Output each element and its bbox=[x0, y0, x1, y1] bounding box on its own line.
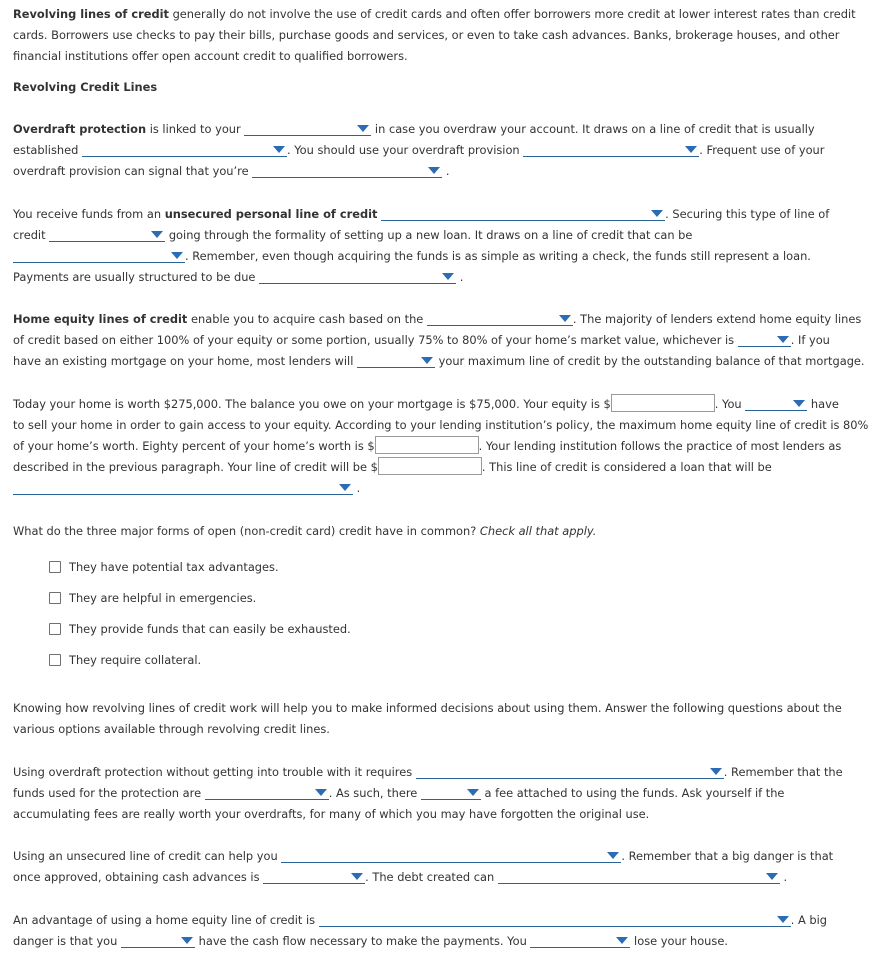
advantage-paragraph bbox=[13, 910, 833, 952]
checkbox[interactable] bbox=[49, 654, 61, 666]
text: . bbox=[459, 270, 464, 284]
checkbox[interactable] bbox=[49, 592, 61, 604]
text: . Your lending institution follows the practice of most lenders as bbox=[478, 439, 842, 453]
text: Using overdraft protection without getting into trouble with it requires bbox=[13, 765, 413, 779]
option-label: They are helpful in emergencies. bbox=[69, 591, 257, 605]
you-have-dropdown[interactable] bbox=[745, 397, 807, 411]
text: have an existing mortgage on your home, most lenders will bbox=[13, 354, 354, 368]
intro-text: cards. Borrowers use checks to pay their bills, purchase goods and services, or even to take cash advances. Banks, brokerage houses, and other bbox=[13, 28, 840, 42]
checkbox[interactable] bbox=[49, 561, 61, 573]
text: Using an unsecured line of credit can help you bbox=[13, 849, 278, 863]
overdraft-term: Overdraft protection bbox=[13, 122, 147, 136]
text: Payments are usually structured to be due bbox=[13, 270, 256, 284]
using-unsecured-paragraph bbox=[13, 846, 833, 888]
overdraft-requires-dropdown[interactable] bbox=[416, 765, 724, 779]
equity-term: Home equity lines of credit bbox=[13, 312, 188, 326]
section-heading: Revolving Credit Lines bbox=[13, 80, 158, 94]
text: have the cash flow necessary to make the payments. You bbox=[195, 934, 527, 948]
text: of your home’s worth. Eighty percent of your home’s worth is $ bbox=[13, 439, 375, 453]
overdraft-use-dropdown[interactable] bbox=[523, 143, 699, 157]
text: . You should use your overdraft provision bbox=[286, 143, 520, 157]
text: accumulating fees are really worth your overdrafts, for many of which you may have forgotten the original use. bbox=[13, 807, 650, 821]
text: credit bbox=[13, 228, 46, 242]
text: in case you overdraw your account. It draws on a line of credit that is usually bbox=[371, 122, 815, 136]
option-emergencies[interactable] bbox=[49, 589, 256, 607]
text: once approved, obtaining cash advances is bbox=[13, 870, 260, 884]
text: funds used for the protection are bbox=[13, 786, 202, 800]
unsecured-term: unsecured personal line of credit bbox=[164, 207, 378, 221]
option-exhausted[interactable] bbox=[49, 620, 351, 638]
text: going through the formality of setting up a new loan. It draws on a line of credit that can be bbox=[168, 228, 693, 242]
equity-amount-input[interactable] bbox=[611, 394, 715, 412]
option-label: They provide funds that can easily be exhausted. bbox=[69, 622, 351, 636]
text: You receive funds from an bbox=[13, 207, 165, 221]
text: is linked to your bbox=[146, 122, 241, 136]
text: . bbox=[783, 870, 788, 884]
overdraft-signal-dropdown[interactable] bbox=[252, 164, 442, 178]
unsecured-payments-dropdown[interactable] bbox=[259, 270, 456, 284]
equity-whichever-dropdown[interactable] bbox=[738, 333, 791, 347]
text: of credit based on either 100% of your equity or some portion, usually 75% to 80% of your home’s market value, whichever is bbox=[13, 333, 735, 347]
text: established bbox=[13, 143, 79, 157]
overdraft-linked-dropdown[interactable] bbox=[244, 122, 371, 136]
text: danger is that you bbox=[13, 934, 118, 948]
option-label: They have potential tax advantages. bbox=[69, 560, 279, 574]
text: enable you to acquire cash based on the bbox=[187, 312, 424, 326]
checkbox[interactable] bbox=[49, 623, 61, 635]
option-tax-advantages[interactable] bbox=[49, 558, 279, 576]
there-fee-dropdown[interactable] bbox=[421, 786, 481, 800]
intro-text: financial institutions offer open account credit to qualified borrowers. bbox=[13, 49, 408, 63]
text: . Remember, even though acquiring the funds is as simple as writing a check, the funds still represent a loan. bbox=[185, 249, 811, 263]
text: . Frequent use of your bbox=[699, 143, 825, 157]
text: . Remember that a big danger is that bbox=[621, 849, 834, 863]
funds-are-dropdown[interactable] bbox=[205, 786, 329, 800]
text: . You bbox=[714, 397, 742, 411]
debt-created-dropdown[interactable] bbox=[498, 870, 780, 884]
text: . As such, there bbox=[328, 786, 418, 800]
equity-paragraph bbox=[13, 309, 865, 372]
text: your maximum line of credit by the outstanding balance of that mortgage. bbox=[435, 354, 865, 368]
overdraft-established-dropdown[interactable] bbox=[82, 143, 287, 157]
using-overdraft-paragraph bbox=[13, 762, 843, 825]
intro-term: Revolving lines of credit bbox=[13, 7, 169, 21]
text: What do the three major forms of open (non-credit card) credit have in common? bbox=[13, 524, 480, 538]
text: overdraft provision can signal that you’re bbox=[13, 164, 249, 178]
text: Knowing how revolving lines of credit work will help you to make informed decisions about using them. Answer the following questions about the bbox=[13, 701, 842, 715]
unsecured-can-be-dropdown[interactable] bbox=[13, 249, 185, 263]
unsecured-securing-dropdown[interactable] bbox=[49, 228, 165, 242]
intro-paragraph bbox=[13, 4, 856, 67]
question-prompt bbox=[13, 521, 833, 542]
equity-based-on-dropdown[interactable] bbox=[427, 312, 573, 326]
loan-type-dropdown[interactable] bbox=[13, 481, 353, 495]
text: to sell your home in order to gain access to your equity. According to your lending institution’s policy, the maximum home equity line of credit is 80% bbox=[13, 418, 869, 432]
calculation-paragraph bbox=[13, 394, 869, 499]
text: An advantage of using a home equity line of credit is bbox=[13, 913, 316, 927]
text: Today your home is worth $275,000. The balance you owe on your mortgage is $75,000. Your equity is $ bbox=[13, 397, 611, 411]
text: lose your house. bbox=[630, 934, 728, 948]
text: . Securing this type of line of bbox=[665, 207, 830, 221]
text: described in the previous paragraph. Your line of credit will be $ bbox=[13, 460, 378, 474]
eighty-percent-input[interactable] bbox=[375, 436, 479, 454]
danger-you-dropdown[interactable] bbox=[121, 934, 195, 948]
text: . This line of credit is considered a loan that will be bbox=[481, 460, 772, 474]
text: . A big bbox=[790, 913, 828, 927]
text: . bbox=[356, 481, 361, 495]
cash-advances-dropdown[interactable] bbox=[263, 870, 365, 884]
equity-lenders-dropdown[interactable] bbox=[357, 354, 435, 368]
unsecured-receive-dropdown[interactable] bbox=[381, 207, 665, 221]
knowing-paragraph bbox=[13, 698, 842, 740]
text: . The debt created can bbox=[365, 870, 495, 884]
text: a fee attached to using the funds. Ask yourself if the bbox=[480, 786, 785, 800]
text: various options available through revolving credit lines. bbox=[13, 722, 330, 736]
instruction: Check all that apply. bbox=[479, 524, 597, 538]
advantage-dropdown[interactable] bbox=[319, 913, 791, 927]
option-label: They require collateral. bbox=[69, 653, 202, 667]
lose-house-dropdown[interactable] bbox=[530, 934, 630, 948]
overdraft-paragraph bbox=[13, 119, 833, 182]
text: have bbox=[810, 397, 839, 411]
intro-text: generally do not involve the use of credit cards and often offer borrowers more credit at lower interest rates than credit bbox=[168, 7, 856, 21]
line-of-credit-input[interactable] bbox=[378, 457, 482, 475]
text: . The majority of lenders extend home equity lines bbox=[572, 312, 862, 326]
text: . bbox=[445, 164, 450, 178]
unsecured-paragraph bbox=[13, 204, 833, 288]
unsecured-help-dropdown[interactable] bbox=[281, 849, 621, 863]
text: . If you bbox=[790, 333, 830, 347]
option-collateral[interactable] bbox=[49, 651, 201, 669]
text: . Remember that the bbox=[723, 765, 843, 779]
